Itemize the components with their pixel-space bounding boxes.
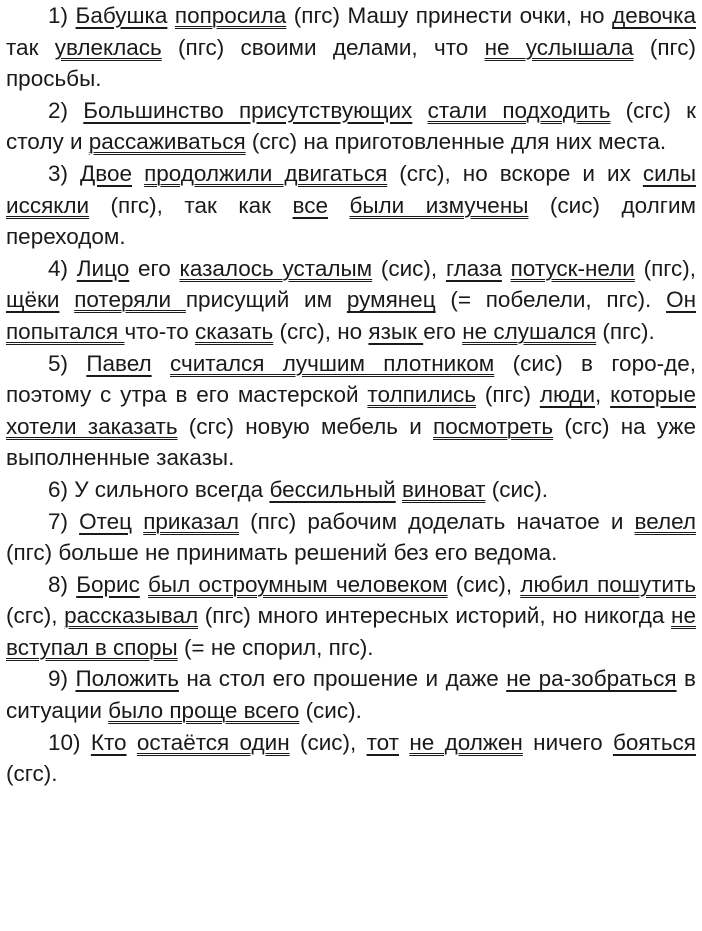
predicate-double-underlined: был остроумным человеком — [148, 571, 448, 597]
predicate-double-underlined: потуск-нели — [510, 255, 635, 281]
predicate-double-underlined: стали подходить — [427, 97, 611, 123]
plain-text: , — [595, 382, 611, 408]
plain-text: (сгс), но вскоре и их — [387, 160, 643, 186]
sentence-paragraph — [6, 0, 696, 95]
plain-text: (сгс), но — [273, 318, 369, 344]
predicate-double-underlined: не слушался — [462, 318, 597, 344]
predicate-double-underlined: толпились — [367, 382, 477, 408]
subject-underlined: Он — [666, 287, 696, 313]
plain-text: 1) — [48, 3, 76, 28]
subject-underlined: Большинство присутствующих — [83, 97, 413, 123]
plain-text: (сгс), — [6, 603, 65, 629]
plain-text: 10) — [48, 729, 91, 755]
predicate-double-underlined: попытался — [6, 318, 125, 344]
predicate-double-underlined: увлеклась — [54, 34, 162, 60]
plain-text: (пгс). — [596, 318, 655, 344]
plain-text: 2) — [48, 97, 84, 123]
plain-text: (сгс). — [6, 761, 58, 787]
plain-text — [152, 351, 170, 376]
predicate-double-underlined: хотели заказать — [6, 413, 178, 439]
plain-text — [127, 730, 137, 755]
plain-text: (сис), — [289, 729, 367, 755]
subject-underlined: тот — [366, 729, 399, 755]
plain-text: (пгс) — [476, 382, 540, 408]
plain-text: (пгс) своими делами, что — [161, 34, 485, 60]
plain-text — [328, 193, 350, 218]
predicate-double-underlined: считался лучшим плотником — [170, 350, 495, 376]
subject-underlined: бессильный — [269, 476, 396, 502]
predicate-double-underlined: иссякли — [6, 192, 90, 218]
subject-underlined: глаза — [445, 255, 502, 281]
subject-underlined: Двое — [80, 160, 133, 186]
predicate-double-underlined: было проще всего — [108, 698, 300, 724]
predicate-double-underlined: любил пошутить — [520, 571, 696, 597]
plain-text: (сгс) новую мебель и — [177, 413, 434, 439]
plain-text: 8) — [48, 571, 77, 597]
plain-text: на стол его прошение и даже — [178, 666, 507, 692]
subject-underlined: которые — [610, 382, 696, 408]
predicate-double-underlined: были измучены — [349, 192, 529, 218]
sentence-paragraph — [6, 253, 696, 348]
plain-text — [502, 256, 511, 281]
predicate-double-underlined: продолжили двигаться — [144, 160, 388, 186]
subject-underlined: Отец — [79, 508, 133, 534]
subject-underlined: не ра-зобраться — [506, 666, 677, 692]
plain-text: его — [423, 318, 463, 344]
plain-text: присущий им — [185, 287, 347, 313]
predicate-double-underlined: не должен — [409, 729, 523, 755]
plain-text — [399, 730, 409, 755]
predicate-double-underlined: велел — [634, 508, 696, 534]
plain-text: 6) У сильного всегда — [48, 476, 270, 502]
sentence-paragraph — [6, 95, 696, 158]
subject-underlined: Павел — [86, 350, 152, 376]
subject-underlined: силы — [642, 160, 696, 186]
predicate-double-underlined: не вступал в споры — [6, 603, 696, 660]
plain-text: (пгс) Машу принести очки, но — [286, 3, 613, 28]
predicate-double-underlined: виноват — [401, 476, 486, 502]
plain-text: 9) — [48, 666, 76, 692]
plain-text — [412, 98, 427, 123]
subject-underlined: девочка — [612, 3, 696, 28]
sentence-paragraph — [6, 727, 696, 790]
plain-text: так — [6, 34, 55, 60]
predicate-double-underlined: рассказывал — [64, 603, 199, 629]
predicate-double-underlined: сказать — [195, 318, 274, 344]
plain-text — [59, 287, 74, 312]
sentence-paragraph — [6, 158, 696, 253]
plain-text: (пгс) рабочим доделать начатое и — [239, 508, 635, 534]
plain-text: 3) — [48, 160, 81, 186]
subject-underlined: все — [292, 192, 328, 218]
plain-text: ничего — [522, 729, 613, 755]
plain-text: (пгс) просьбы. — [6, 34, 696, 92]
predicate-double-underlined: остаётся один — [136, 729, 290, 755]
plain-text: (пгс), — [634, 255, 696, 281]
subject-underlined: бояться — [612, 729, 696, 755]
plain-text: (пгс), так как — [89, 192, 293, 218]
plain-text: (сис), — [372, 255, 446, 281]
plain-text: (= побелели, пгс). — [435, 287, 667, 313]
plain-text: 7) — [48, 508, 80, 534]
subject-underlined: Борис — [76, 571, 140, 597]
sentence-paragraph — [6, 474, 696, 506]
plain-text: (пгс) больше не принимать решений без его ведома. — [6, 540, 558, 566]
subject-underlined: Бабушка — [75, 3, 168, 28]
plain-text — [132, 161, 144, 186]
plain-text: что-то — [124, 318, 196, 344]
plain-text: (= не спорил, пгс). — [177, 634, 374, 660]
predicate-double-underlined: казалось усталым — [179, 255, 373, 281]
predicate-double-underlined: попросила — [174, 3, 287, 28]
subject-underlined: Лицо — [76, 255, 130, 281]
plain-text: в ситуации — [6, 666, 696, 724]
plain-text — [132, 509, 143, 534]
subject-underlined: язык — [368, 318, 424, 344]
plain-text: его — [129, 255, 180, 281]
sentence-paragraph — [6, 348, 696, 474]
sentence-paragraph — [6, 663, 696, 726]
subject-underlined: румянец — [346, 287, 436, 313]
sentence-paragraph — [6, 569, 696, 664]
predicate-double-underlined: рассаживаться — [88, 129, 246, 155]
plain-text: (сгс) к столу и — [6, 97, 696, 155]
plain-text: (сис). — [299, 698, 362, 724]
plain-text — [140, 572, 148, 597]
plain-text: (сгс) на уже выполненные заказы. — [6, 413, 696, 471]
plain-text — [167, 3, 175, 28]
plain-text: (сис) в горо-де, поэтому с утра в его мастерской — [6, 350, 696, 408]
predicate-double-underlined: не услышала — [484, 34, 634, 60]
plain-text: 4) — [48, 255, 77, 281]
predicate-double-underlined: приказал — [143, 508, 240, 534]
plain-text: (сгс) на приготовленные для них места. — [245, 129, 667, 155]
sentence-paragraph — [6, 506, 696, 569]
plain-text: 5) — [48, 350, 87, 376]
subject-underlined: Положить — [75, 666, 179, 692]
plain-text: (сис) долгим переходом. — [6, 192, 696, 250]
plain-text: (сис), — [447, 571, 521, 597]
subject-underlined: Кто — [90, 729, 127, 755]
plain-text: (пгс) много интересных историй, но никогда — [198, 603, 672, 629]
predicate-double-underlined: посмотреть — [433, 413, 554, 439]
subject-underlined: люди — [539, 382, 596, 408]
predicate-double-underlined: потеряли — [74, 287, 186, 313]
plain-text: (сис). — [485, 476, 549, 502]
subject-underlined: щёки — [6, 287, 60, 313]
